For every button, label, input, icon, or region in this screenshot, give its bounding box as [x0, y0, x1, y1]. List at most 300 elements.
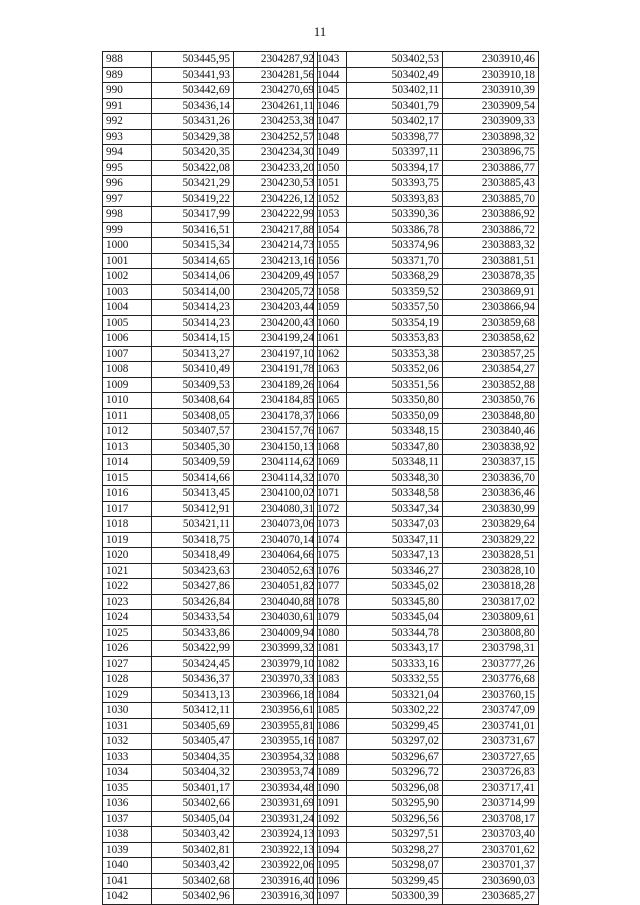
table-row — [103, 811, 318, 827]
y-coordinate-cell: 2303886,77 — [443, 160, 539, 176]
point-number-cell: 1057 — [314, 269, 347, 285]
point-number-cell: 989 — [103, 67, 152, 83]
y-coordinate-cell: 2303840,46 — [443, 424, 539, 440]
point-number-cell: 1041 — [103, 873, 152, 889]
y-coordinate-cell: 2303838,92 — [443, 439, 539, 455]
x-coordinate-cell: 503410,49 — [152, 362, 234, 378]
table-row — [103, 765, 318, 781]
table-row — [103, 408, 318, 424]
y-coordinate-cell: 2303808,80 — [443, 625, 539, 641]
table-row — [314, 222, 539, 238]
table-row — [103, 269, 318, 285]
table-row — [314, 176, 539, 192]
table-row — [314, 889, 539, 905]
x-coordinate-cell: 503404,35 — [152, 749, 234, 765]
table-row — [103, 424, 318, 440]
x-coordinate-cell: 503422,08 — [152, 160, 234, 176]
point-number-cell: 994 — [103, 145, 152, 161]
point-number-cell: 1025 — [103, 625, 152, 641]
table-row — [314, 315, 539, 331]
y-coordinate-cell: 2303830,99 — [443, 501, 539, 517]
x-coordinate-cell: 503402,96 — [152, 889, 234, 905]
y-coordinate-cell: 2304114,32 — [234, 470, 318, 486]
x-coordinate-cell: 503407,57 — [152, 424, 234, 440]
y-coordinate-cell: 2303869,91 — [443, 284, 539, 300]
table-row — [314, 129, 539, 145]
point-number-cell: 1046 — [314, 98, 347, 114]
table-row — [314, 579, 539, 595]
y-coordinate-cell: 2303829,64 — [443, 517, 539, 533]
point-number-cell: 1033 — [103, 749, 152, 765]
table-row — [103, 827, 318, 843]
table-row — [314, 362, 539, 378]
point-number-cell: 1067 — [314, 424, 347, 440]
y-coordinate-cell: 2303828,51 — [443, 548, 539, 564]
y-coordinate-cell: 2304073,06 — [234, 517, 318, 533]
x-coordinate-cell: 503350,09 — [347, 408, 443, 424]
y-coordinate-cell: 2304252,57 — [234, 129, 318, 145]
table-row — [314, 331, 539, 347]
x-coordinate-cell: 503404,32 — [152, 765, 234, 781]
x-coordinate-cell: 503408,05 — [152, 408, 234, 424]
y-coordinate-cell: 2304064,66 — [234, 548, 318, 564]
x-coordinate-cell: 503413,27 — [152, 346, 234, 362]
x-coordinate-cell: 503429,38 — [152, 129, 234, 145]
point-number-cell: 1074 — [314, 532, 347, 548]
table-row — [314, 377, 539, 393]
point-number-cell: 1049 — [314, 145, 347, 161]
table-row — [314, 641, 539, 657]
y-coordinate-cell: 2303858,62 — [443, 331, 539, 347]
point-number-cell: 1016 — [103, 486, 152, 502]
table-row — [103, 191, 318, 207]
table-row — [314, 52, 539, 68]
table-row — [314, 253, 539, 269]
y-coordinate-cell: 2304205,72 — [234, 284, 318, 300]
point-number-cell: 1011 — [103, 408, 152, 424]
y-coordinate-cell: 2303836,70 — [443, 470, 539, 486]
point-number-cell: 1085 — [314, 703, 347, 719]
y-coordinate-cell: 2303909,54 — [443, 98, 539, 114]
x-coordinate-cell: 503414,15 — [152, 331, 234, 347]
x-coordinate-cell: 503348,30 — [347, 470, 443, 486]
x-coordinate-cell: 503415,34 — [152, 238, 234, 254]
table-row — [103, 284, 318, 300]
point-number-cell: 1062 — [314, 346, 347, 362]
point-number-cell: 1002 — [103, 269, 152, 285]
y-coordinate-cell: 2304184,85 — [234, 393, 318, 409]
table-row — [314, 439, 539, 455]
point-number-cell: 1020 — [103, 548, 152, 564]
y-coordinate-cell: 2303701,37 — [443, 858, 539, 874]
x-coordinate-cell: 503390,36 — [347, 207, 443, 223]
point-number-cell: 1089 — [314, 765, 347, 781]
x-coordinate-cell: 503368,29 — [347, 269, 443, 285]
table-row — [314, 548, 539, 564]
x-coordinate-cell: 503296,56 — [347, 811, 443, 827]
table-row — [314, 98, 539, 114]
table-row — [103, 300, 318, 316]
y-coordinate-cell: 2304114,62 — [234, 455, 318, 471]
x-coordinate-cell: 503332,55 — [347, 672, 443, 688]
x-coordinate-cell: 503405,04 — [152, 811, 234, 827]
y-coordinate-cell: 2303970,33 — [234, 672, 318, 688]
table-row — [314, 269, 539, 285]
x-coordinate-cell: 503347,34 — [347, 501, 443, 517]
x-coordinate-cell: 503351,56 — [347, 377, 443, 393]
point-number-cell: 999 — [103, 222, 152, 238]
x-coordinate-cell: 503417,99 — [152, 207, 234, 223]
point-number-cell: 1021 — [103, 563, 152, 579]
point-number-cell: 1052 — [314, 191, 347, 207]
y-coordinate-cell: 2303850,76 — [443, 393, 539, 409]
x-coordinate-cell: 503299,45 — [347, 718, 443, 734]
y-coordinate-cell: 2303852,88 — [443, 377, 539, 393]
point-number-cell: 1093 — [314, 827, 347, 843]
y-coordinate-cell: 2303798,31 — [443, 641, 539, 657]
table-row — [314, 687, 539, 703]
point-number-cell: 1053 — [314, 207, 347, 223]
table-row — [314, 145, 539, 161]
x-coordinate-cell: 503409,53 — [152, 377, 234, 393]
x-coordinate-cell: 503421,29 — [152, 176, 234, 192]
point-number-cell: 1083 — [314, 672, 347, 688]
table-row — [314, 393, 539, 409]
y-coordinate-cell: 2304040,88 — [234, 594, 318, 610]
y-coordinate-cell: 2303896,75 — [443, 145, 539, 161]
point-number-cell: 1018 — [103, 517, 152, 533]
table-row — [103, 253, 318, 269]
y-coordinate-cell: 2303910,18 — [443, 67, 539, 83]
point-number-cell: 1094 — [314, 842, 347, 858]
point-number-cell: 1097 — [314, 889, 347, 905]
y-coordinate-cell: 2303685,27 — [443, 889, 539, 905]
table-row — [103, 796, 318, 812]
y-coordinate-cell: 2304226,12 — [234, 191, 318, 207]
point-number-cell: 1064 — [314, 377, 347, 393]
table-row — [103, 238, 318, 254]
y-coordinate-cell: 2303836,46 — [443, 486, 539, 502]
point-number-cell: 988 — [103, 52, 152, 68]
point-number-cell: 1039 — [103, 842, 152, 858]
y-coordinate-cell: 2303922,06 — [234, 858, 318, 874]
point-number-cell: 1055 — [314, 238, 347, 254]
table-row — [103, 625, 318, 641]
y-coordinate-cell: 2304030,61 — [234, 610, 318, 626]
table-row — [103, 532, 318, 548]
point-number-cell: 1078 — [314, 594, 347, 610]
point-number-cell: 1090 — [314, 780, 347, 796]
x-coordinate-cell: 503353,38 — [347, 346, 443, 362]
point-number-cell: 1026 — [103, 641, 152, 657]
point-number-cell: 1028 — [103, 672, 152, 688]
table-row — [103, 858, 318, 874]
y-coordinate-cell: 2303999,32 — [234, 641, 318, 657]
x-coordinate-cell: 503300,39 — [347, 889, 443, 905]
table-row — [103, 331, 318, 347]
table-row — [103, 346, 318, 362]
x-coordinate-cell: 503348,11 — [347, 455, 443, 471]
table-row — [103, 393, 318, 409]
y-coordinate-cell: 2304203,44 — [234, 300, 318, 316]
x-coordinate-cell: 503321,04 — [347, 687, 443, 703]
x-coordinate-cell: 503346,27 — [347, 563, 443, 579]
point-number-cell: 1060 — [314, 315, 347, 331]
table-row — [103, 176, 318, 192]
x-coordinate-cell: 503424,45 — [152, 656, 234, 672]
table-row — [314, 191, 539, 207]
table-row — [314, 160, 539, 176]
point-number-cell: 1042 — [103, 889, 152, 905]
table-row — [314, 455, 539, 471]
y-coordinate-cell: 2303854,27 — [443, 362, 539, 378]
point-number-cell: 1009 — [103, 377, 152, 393]
table-row — [314, 873, 539, 889]
point-number-cell: 1082 — [314, 656, 347, 672]
table-row — [103, 129, 318, 145]
x-coordinate-cell: 503347,03 — [347, 517, 443, 533]
x-coordinate-cell: 503403,42 — [152, 858, 234, 874]
table-row — [103, 563, 318, 579]
x-coordinate-cell: 503436,14 — [152, 98, 234, 114]
coordinates-table-right — [313, 51, 539, 905]
point-number-cell: 1071 — [314, 486, 347, 502]
x-coordinate-cell: 503345,02 — [347, 579, 443, 595]
y-coordinate-cell: 2303726,83 — [443, 765, 539, 781]
y-coordinate-cell: 2304100,02 — [234, 486, 318, 502]
x-coordinate-cell: 503401,17 — [152, 780, 234, 796]
y-coordinate-cell: 2304281,56 — [234, 67, 318, 83]
point-number-cell: 1054 — [314, 222, 347, 238]
table-row — [314, 780, 539, 796]
x-coordinate-cell: 503416,51 — [152, 222, 234, 238]
point-number-cell: 1013 — [103, 439, 152, 455]
point-number-cell: 1058 — [314, 284, 347, 300]
x-coordinate-cell: 503374,96 — [347, 238, 443, 254]
y-coordinate-cell: 2303886,92 — [443, 207, 539, 223]
x-coordinate-cell: 503343,17 — [347, 641, 443, 657]
table-row — [103, 610, 318, 626]
y-coordinate-cell: 2303859,68 — [443, 315, 539, 331]
y-coordinate-cell: 2303741,01 — [443, 718, 539, 734]
table-row — [314, 672, 539, 688]
point-number-cell: 1045 — [314, 83, 347, 99]
table-row — [314, 811, 539, 827]
table-row — [314, 207, 539, 223]
point-number-cell: 1000 — [103, 238, 152, 254]
table-row — [103, 672, 318, 688]
table-row — [314, 718, 539, 734]
x-coordinate-cell: 503413,13 — [152, 687, 234, 703]
x-coordinate-cell: 503347,80 — [347, 439, 443, 455]
point-number-cell: 1015 — [103, 470, 152, 486]
table-row — [314, 625, 539, 641]
y-coordinate-cell: 2303916,40 — [234, 873, 318, 889]
point-number-cell: 1081 — [314, 641, 347, 657]
point-number-cell: 992 — [103, 114, 152, 130]
y-coordinate-cell: 2303708,17 — [443, 811, 539, 827]
table-row — [103, 873, 318, 889]
point-number-cell: 1014 — [103, 455, 152, 471]
x-coordinate-cell: 503414,65 — [152, 253, 234, 269]
y-coordinate-cell: 2303898,32 — [443, 129, 539, 145]
x-coordinate-cell: 503352,06 — [347, 362, 443, 378]
table-row — [314, 408, 539, 424]
x-coordinate-cell: 503414,06 — [152, 269, 234, 285]
x-coordinate-cell: 503408,64 — [152, 393, 234, 409]
point-number-cell: 1066 — [314, 408, 347, 424]
point-number-cell: 1006 — [103, 331, 152, 347]
x-coordinate-cell: 503433,86 — [152, 625, 234, 641]
table-row — [103, 734, 318, 750]
table-row — [314, 517, 539, 533]
x-coordinate-cell: 503431,26 — [152, 114, 234, 130]
y-coordinate-cell: 2303747,09 — [443, 703, 539, 719]
point-number-cell: 1024 — [103, 610, 152, 626]
table-row — [103, 486, 318, 502]
point-number-cell: 1034 — [103, 765, 152, 781]
table-row — [314, 300, 539, 316]
x-coordinate-cell: 503414,66 — [152, 470, 234, 486]
table-row — [314, 610, 539, 626]
point-number-cell: 1010 — [103, 393, 152, 409]
x-coordinate-cell: 503422,99 — [152, 641, 234, 657]
point-number-cell: 995 — [103, 160, 152, 176]
x-coordinate-cell: 503414,00 — [152, 284, 234, 300]
table-row — [314, 114, 539, 130]
table-row — [103, 377, 318, 393]
x-coordinate-cell: 503345,80 — [347, 594, 443, 610]
x-coordinate-cell: 503402,66 — [152, 796, 234, 812]
table-row — [314, 858, 539, 874]
x-coordinate-cell: 503299,45 — [347, 873, 443, 889]
y-coordinate-cell: 2303966,18 — [234, 687, 318, 703]
table-row — [103, 548, 318, 564]
y-coordinate-cell: 2303731,67 — [443, 734, 539, 750]
x-coordinate-cell: 503357,50 — [347, 300, 443, 316]
point-number-cell: 1061 — [314, 331, 347, 347]
x-coordinate-cell: 503418,75 — [152, 532, 234, 548]
table-row — [103, 501, 318, 517]
y-coordinate-cell: 2303818,28 — [443, 579, 539, 595]
table-row — [314, 842, 539, 858]
table-row — [103, 594, 318, 610]
table-row — [103, 222, 318, 238]
table-row — [103, 579, 318, 595]
y-coordinate-cell: 2304009,94 — [234, 625, 318, 641]
y-coordinate-cell: 2304222,99 — [234, 207, 318, 223]
point-number-cell: 1077 — [314, 579, 347, 595]
y-coordinate-cell: 2303924,13 — [234, 827, 318, 843]
x-coordinate-cell: 503419,22 — [152, 191, 234, 207]
x-coordinate-cell: 503348,58 — [347, 486, 443, 502]
y-coordinate-cell: 2304287,92 — [234, 52, 318, 68]
x-coordinate-cell: 503394,17 — [347, 160, 443, 176]
table-row — [314, 486, 539, 502]
table-row — [103, 455, 318, 471]
point-number-cell: 1095 — [314, 858, 347, 874]
x-coordinate-cell: 503347,13 — [347, 548, 443, 564]
point-number-cell: 1036 — [103, 796, 152, 812]
point-number-cell: 1001 — [103, 253, 152, 269]
point-number-cell: 1075 — [314, 548, 347, 564]
x-coordinate-cell: 503436,37 — [152, 672, 234, 688]
x-coordinate-cell: 503409,59 — [152, 455, 234, 471]
table-row — [103, 439, 318, 455]
y-coordinate-cell: 2303922,13 — [234, 842, 318, 858]
x-coordinate-cell: 503402,49 — [347, 67, 443, 83]
table-row — [314, 532, 539, 548]
x-coordinate-cell: 503401,79 — [347, 98, 443, 114]
point-number-cell: 1065 — [314, 393, 347, 409]
x-coordinate-cell: 503296,72 — [347, 765, 443, 781]
point-number-cell: 1008 — [103, 362, 152, 378]
y-coordinate-cell: 2303931,69 — [234, 796, 318, 812]
x-coordinate-cell: 503298,07 — [347, 858, 443, 874]
table-row — [314, 284, 539, 300]
point-number-cell: 1076 — [314, 563, 347, 579]
point-number-cell: 991 — [103, 98, 152, 114]
y-coordinate-cell: 2303829,22 — [443, 532, 539, 548]
y-coordinate-cell: 2303857,25 — [443, 346, 539, 362]
point-number-cell: 1050 — [314, 160, 347, 176]
x-coordinate-cell: 503402,17 — [347, 114, 443, 130]
x-coordinate-cell: 503426,84 — [152, 594, 234, 610]
table-row — [103, 315, 318, 331]
x-coordinate-cell: 503405,47 — [152, 734, 234, 750]
x-coordinate-cell: 503296,08 — [347, 780, 443, 796]
table-row — [314, 734, 539, 750]
point-number-cell: 1088 — [314, 749, 347, 765]
table-row — [103, 52, 318, 68]
point-number-cell: 1027 — [103, 656, 152, 672]
y-coordinate-cell: 2303837,15 — [443, 455, 539, 471]
y-coordinate-cell: 2303828,10 — [443, 563, 539, 579]
point-number-cell: 1087 — [314, 734, 347, 750]
x-coordinate-cell: 503344,78 — [347, 625, 443, 641]
point-number-cell: 1048 — [314, 129, 347, 145]
table-row — [314, 827, 539, 843]
y-coordinate-cell: 2304200,43 — [234, 315, 318, 331]
point-number-cell: 1079 — [314, 610, 347, 626]
x-coordinate-cell: 503348,15 — [347, 424, 443, 440]
x-coordinate-cell: 503414,23 — [152, 300, 234, 316]
table-row — [103, 145, 318, 161]
point-number-cell: 998 — [103, 207, 152, 223]
x-coordinate-cell: 503393,75 — [347, 176, 443, 192]
table-row — [103, 656, 318, 672]
x-coordinate-cell: 503302,22 — [347, 703, 443, 719]
y-coordinate-cell: 2303885,70 — [443, 191, 539, 207]
point-number-cell: 1084 — [314, 687, 347, 703]
point-number-cell: 1037 — [103, 811, 152, 827]
table-row — [314, 703, 539, 719]
table-row — [103, 362, 318, 378]
y-coordinate-cell: 2304213,16 — [234, 253, 318, 269]
table-row — [103, 842, 318, 858]
table-row — [103, 207, 318, 223]
y-coordinate-cell: 2304189,26 — [234, 377, 318, 393]
point-number-cell: 1032 — [103, 734, 152, 750]
y-coordinate-cell: 2304217,88 — [234, 222, 318, 238]
table-row — [103, 780, 318, 796]
point-number-cell: 1059 — [314, 300, 347, 316]
table-row — [314, 346, 539, 362]
point-number-cell: 1086 — [314, 718, 347, 734]
x-coordinate-cell: 503297,51 — [347, 827, 443, 843]
y-coordinate-cell: 2303878,35 — [443, 269, 539, 285]
point-number-cell: 1070 — [314, 470, 347, 486]
